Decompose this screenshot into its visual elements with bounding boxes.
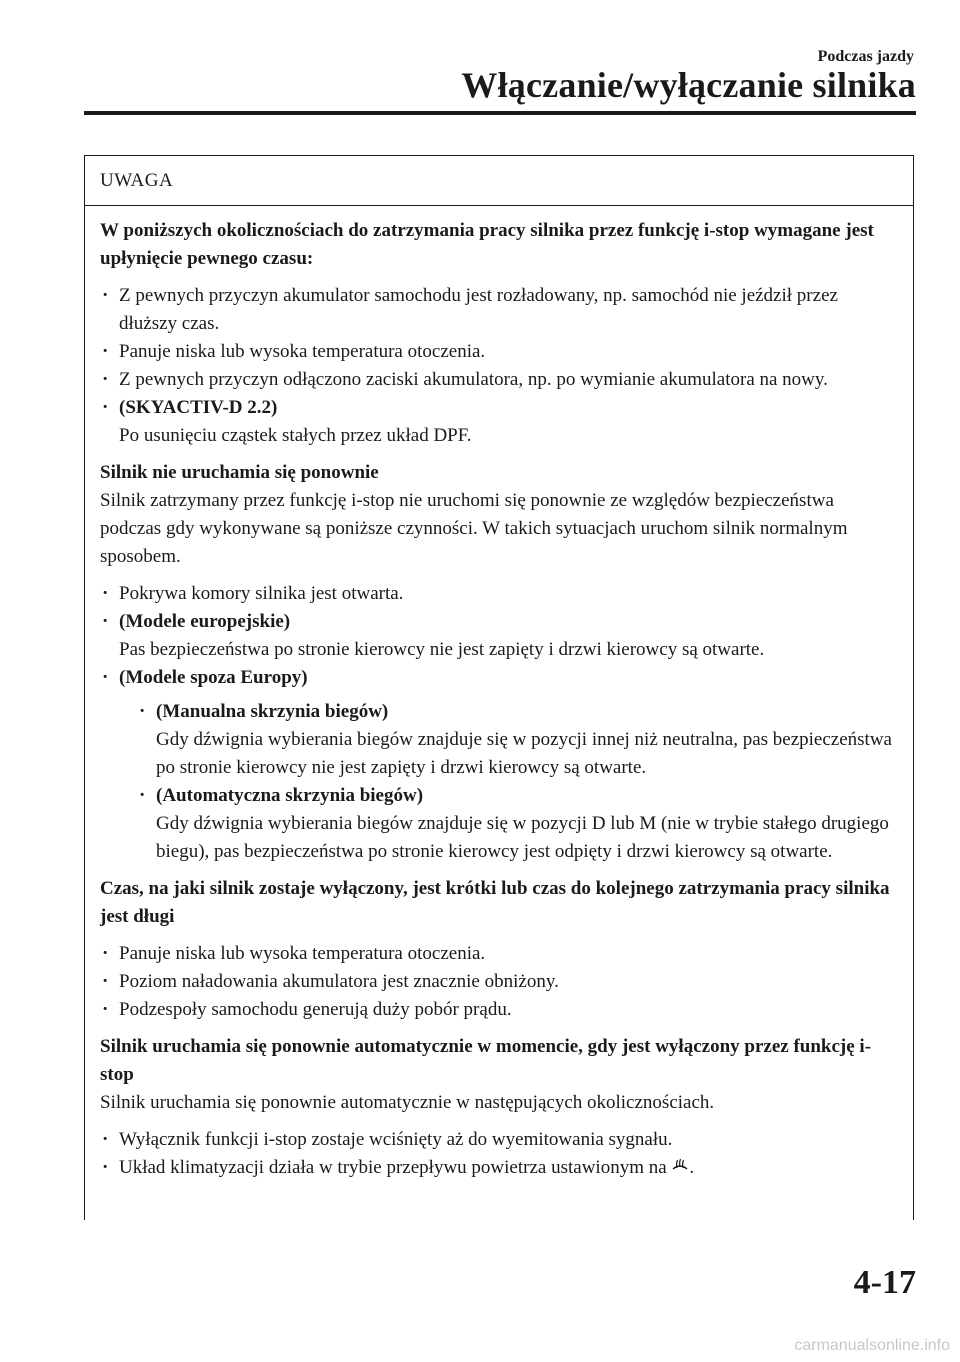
item-title: · (SKYACTIV-D 2.2) bbox=[119, 397, 278, 418]
item-title: · (Modele europejskie) bbox=[119, 611, 291, 632]
list-item: · Układ klimatyzacji działa w trybie przepływu powietrza ustawionym na . bbox=[100, 1154, 895, 1182]
auto-restart-body: Silnik uruchamia się ponownie automatycznie w następujących okolicznościach. bbox=[100, 1092, 715, 1113]
auto-restart-heading: Silnik uruchamia się ponownie automatycznie w momencie, gdy jest wyłączony przez funkcję i-stop bbox=[100, 1036, 872, 1085]
note-heading: UWAGA bbox=[85, 156, 913, 206]
list-item: · Z pewnych przyczyn odłączono zaciski akumulatora, np. po wymianie akumulatora na nowy. bbox=[100, 366, 895, 394]
list-item: · Pokrywa komory silnika jest otwarta. bbox=[100, 580, 895, 608]
note-box bbox=[84, 155, 914, 1220]
list-item: · Podzespoły samochodu generują duży pobór prądu. bbox=[100, 996, 895, 1024]
list-item bbox=[100, 664, 895, 866]
no-restart-body: Silnik zatrzymany przez funkcję i-stop nie uruchomi się ponownie ze względów bezpieczeństwa podczas gdy wykonywane są poniższe czynności. W takich sytuacjach uruchom silnik normalnym sposobem. bbox=[100, 490, 848, 567]
sub-list bbox=[119, 698, 895, 866]
section-label: Podczas jazdy bbox=[817, 48, 914, 65]
list-item: · Wyłącznik funkcji i-stop zostaje wciśnięty aż do wyemitowania sygnału. bbox=[100, 1126, 895, 1154]
page-number: 4-17 bbox=[853, 1264, 916, 1301]
list-item: · Panuje niska lub wysoka temperatura otoczenia. bbox=[100, 940, 895, 968]
list-item: · (Automatyczna skrzynia biegów) Gdy dźwignia wybierania biegów znajduje się w pozycji D lub M (nie w trybie stałego drugiego biegu), pas bezpieczeństwa po stronie kierowcy jest odpięty i drzwi kierowcy są otwarte. bbox=[137, 782, 895, 866]
item-title: · (Automatyczna skrzynia biegów) bbox=[156, 785, 424, 806]
short-stop-heading: Czas, na jaki silnik zostaje wyłączony, jest krótki lub czas do kolejnego zatrzymania pracy silnika jest długi bbox=[100, 878, 890, 927]
no-restart-list bbox=[100, 580, 895, 866]
windshield-defroster-icon bbox=[671, 1157, 689, 1175]
page-title: Włączanie/wyłączanie silnika bbox=[461, 65, 916, 105]
list-item: · (SKYACTIV-D 2.2) Po usunięciu cząstek stałych przez układ DPF. bbox=[100, 394, 895, 450]
watermark: carmanualsonline.info bbox=[794, 1337, 950, 1354]
no-restart-heading: Silnik nie uruchamia się ponownie bbox=[100, 462, 379, 483]
note-intro: W poniższych okolicznościach do zatrzymania pracy silnika przez funkcję i-stop wymagane jest upłynięcie pewnego czasu: bbox=[100, 220, 874, 269]
list-item: · Z pewnych przyczyn akumulator samochodu jest rozładowany, np. samochód nie jeździł przez dłuższy czas. bbox=[100, 282, 895, 338]
list-item: · Poziom naładowania akumulatora jest znacznie obniżony. bbox=[100, 968, 895, 996]
list-item: · (Manualna skrzynia biegów) Gdy dźwignia wybierania biegów znajduje się w pozycji innej niż neutralna, pas bezpieczeństwa po stronie kierowcy nie jest zapięty i drzwi kierowcy są otwarte. bbox=[137, 698, 895, 782]
list-item: · (Modele europejskie) Pas bezpieczeństwa po stronie kierowcy nie jest zapięty i drzwi kierowcy są otwarte. bbox=[100, 608, 895, 664]
list-item: · Panuje niska lub wysoka temperatura otoczenia. bbox=[100, 338, 895, 366]
auto-restart-list bbox=[100, 1126, 895, 1182]
conditions-list bbox=[100, 282, 895, 450]
short-stop-list bbox=[100, 940, 895, 1024]
item-title: · (Modele spoza Europy) bbox=[119, 667, 308, 688]
header-rule bbox=[84, 111, 916, 115]
note-body bbox=[85, 206, 913, 1182]
item-title: · (Manualna skrzynia biegów) bbox=[156, 701, 389, 722]
